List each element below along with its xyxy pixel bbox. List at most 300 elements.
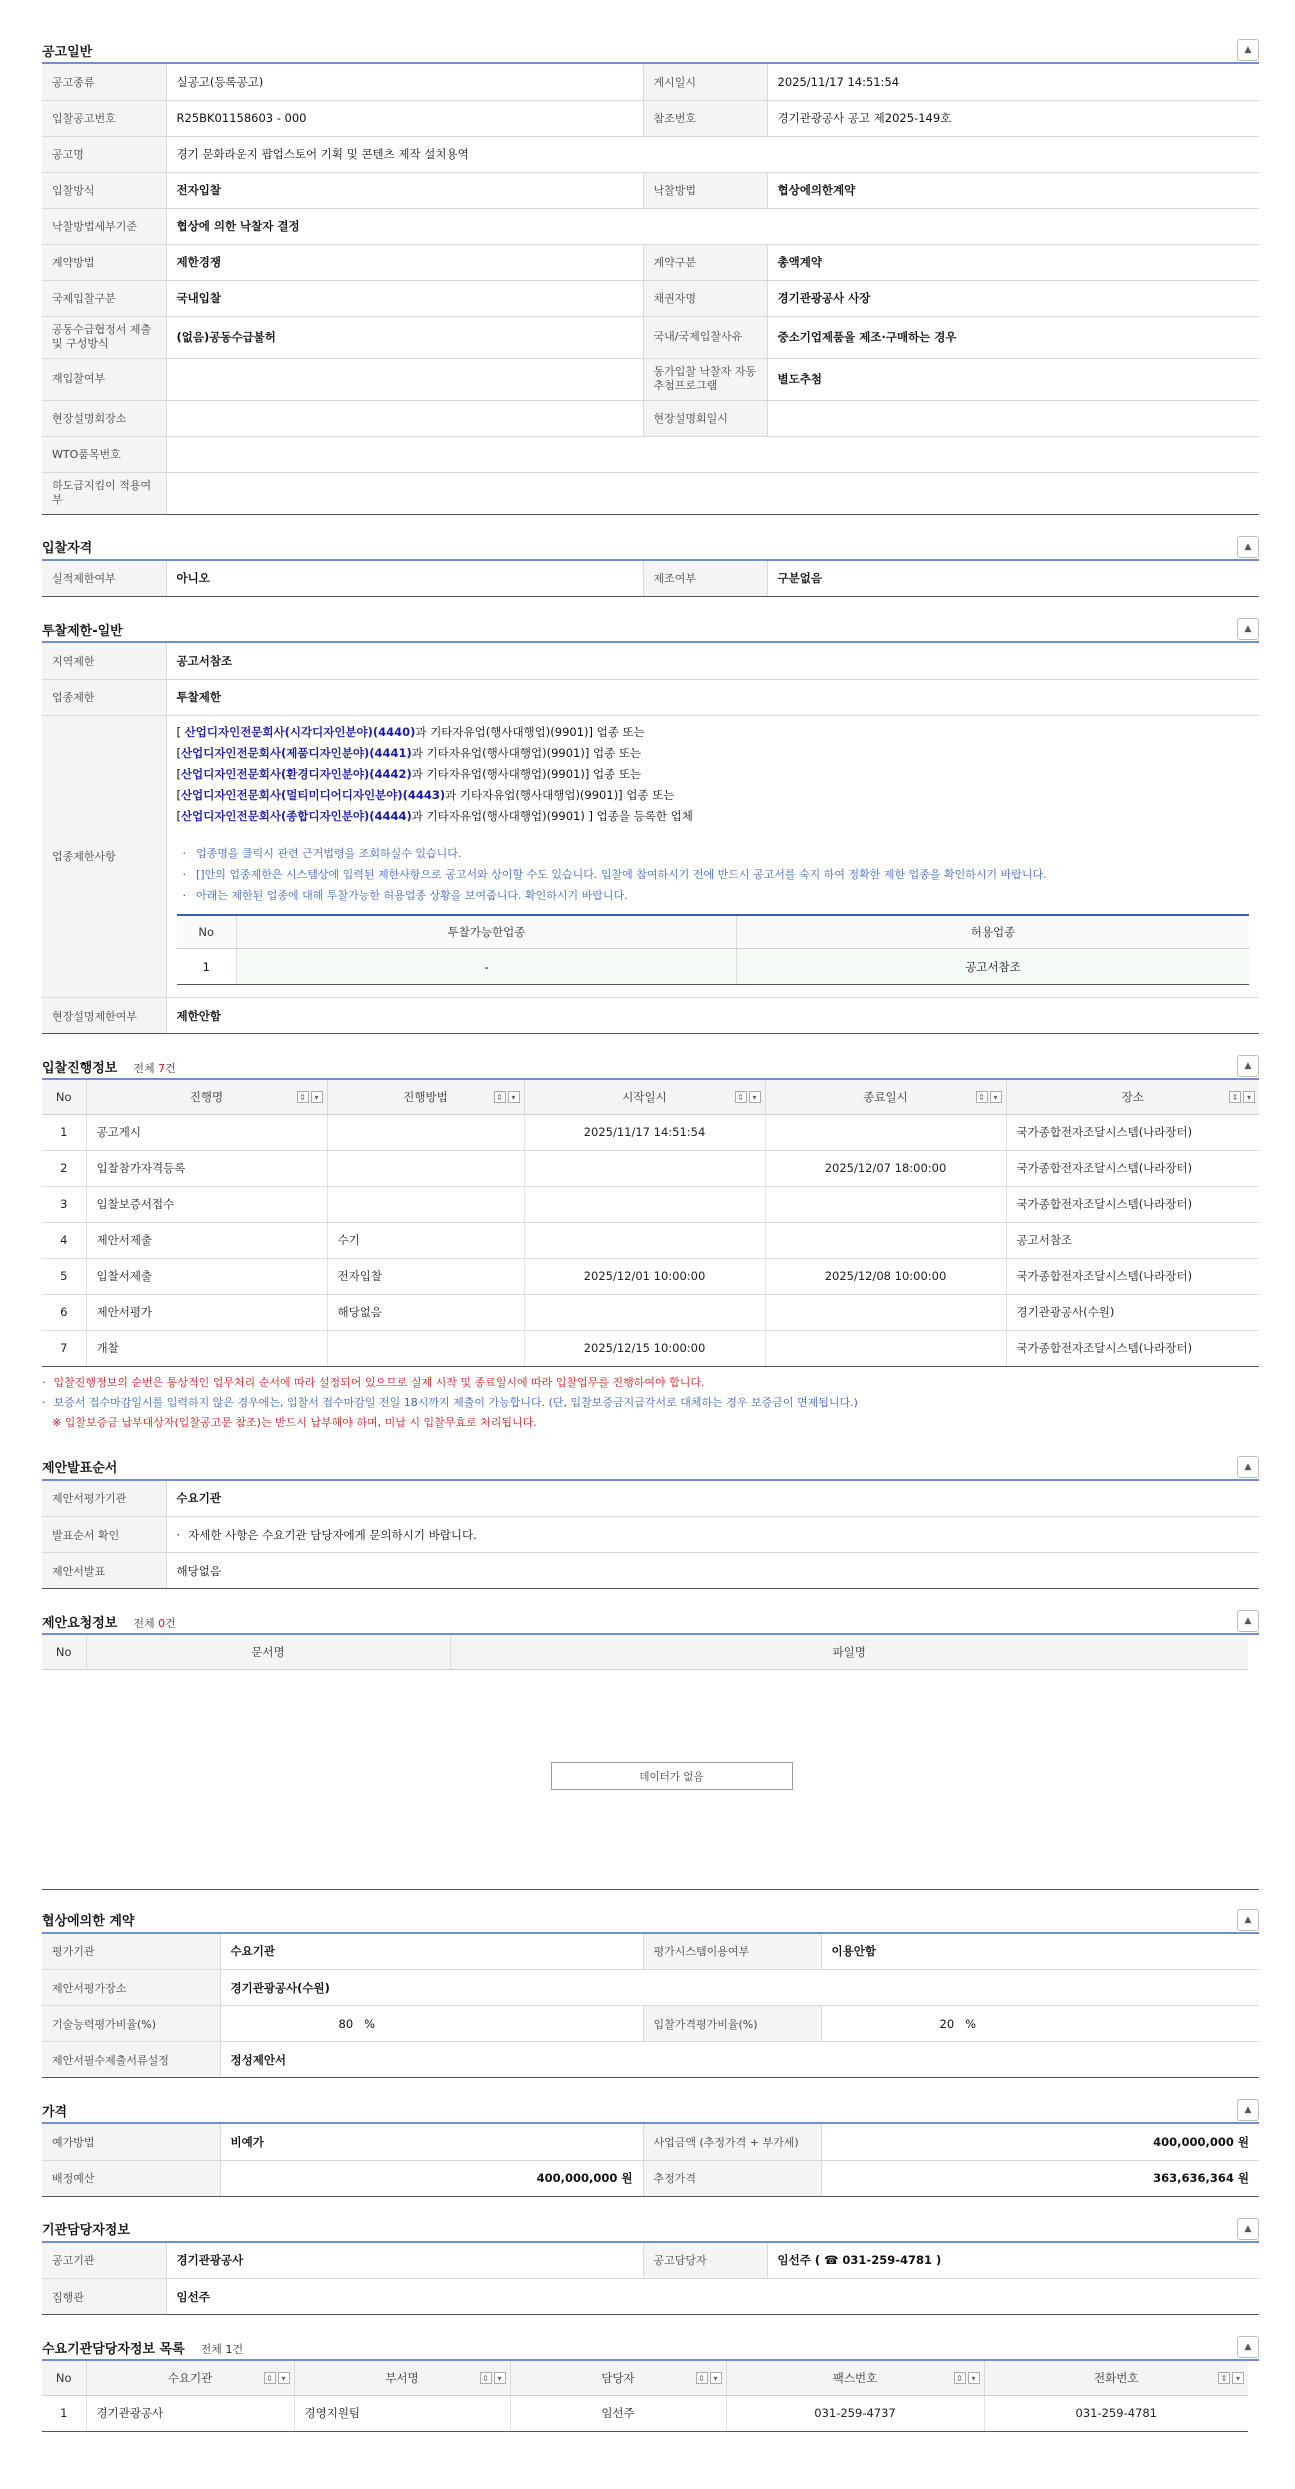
value-award-criteria: 협상에 의한 낙찰자 결정 [166,208,1259,244]
cell-step-method: 해당없음 [327,1294,524,1330]
table-header-row [177,915,1250,949]
table-row [42,1934,1259,1970]
value-price-ratio [821,2006,1259,2042]
value-notice-agency: 경기관광공사 [166,2243,643,2279]
table-row [42,561,1259,597]
count-number: 0 [158,1616,166,1630]
table-row [177,949,1250,985]
col-no: No [42,1080,86,1114]
label-region-limit: 지역제한 [42,643,166,679]
sort-icon[interactable]: ⇕ [480,2372,492,2384]
header-label: 수요기관 [167,2370,213,2385]
price-ratio-number: 20 [939,2016,955,2031]
col-manager[interactable] [510,2361,726,2395]
cell-no: 1 [177,949,237,985]
dropdown-icon[interactable]: ▾ [494,2372,506,2384]
label-domestic-reason: 국내/국제입찰사유 [643,316,767,358]
header-label: 장소 [1121,1089,1144,1104]
header-wrap [1007,1089,1260,1105]
value-joint-supply: (없음)공동수급불허 [166,316,643,358]
line-suffix: 과 기타자유업(행사대행업)(9901)] 업종 또는 [445,787,675,802]
col-no: No [42,1635,86,1669]
cell-no: 3 [42,1186,86,1222]
label-business-limit: 업종제한 [42,679,166,715]
progress-count [133,1062,175,1075]
table-row [42,100,1259,136]
label-evaluation-org: 제안서평가기관 [42,1481,166,1517]
request-section-title [42,1612,176,1631]
value-price-method: 비예가 [220,2124,643,2160]
business-line [177,806,1250,827]
table-row [42,1150,1259,1186]
chevron-up-icon: ▲ [1244,1461,1252,1472]
value-business-limit: 투찰제한 [166,679,1259,715]
sort-icon[interactable]: ⇕ [494,1091,506,1103]
label-notice-agency: 공고기관 [42,2243,166,2279]
sort-controls [480,2372,506,2384]
chevron-up-icon: ▲ [1244,541,1252,552]
count-suffix: 건 [232,2342,244,2356]
agency-collapse-button[interactable] [1237,2218,1259,2240]
line-prefix: [ [176,766,181,781]
value-notice-name: 경기 문화라운지 팝업스토어 기획 및 콘텐츠 제작 설치용역 [166,136,1259,172]
table-row [42,400,1259,436]
sort-controls [264,2372,290,2384]
dropdown-icon[interactable]: ▾ [749,1091,761,1103]
col-fax[interactable] [726,2361,984,2395]
chevron-up-icon: ▲ [1244,1061,1252,1071]
label-bid-number: 입찰공고번호 [42,100,166,136]
restriction-collapse-button[interactable] [1237,618,1259,640]
cell-no: 4 [42,1222,86,1258]
sort-icon[interactable]: ⇕ [954,2372,966,2384]
cell-end-date [765,1330,1006,1366]
label-creditor: 채권자명 [643,280,767,316]
restriction-table [42,643,1259,1034]
value-site-briefing-date [767,400,1259,436]
progress-section-title [42,1057,176,1076]
sort-icon[interactable]: ⇕ [1218,2372,1230,2384]
business-line [177,743,1250,764]
value-executive: 임선주 [166,2279,1259,2315]
value-required-docs: 정성제안서 [220,2042,1259,2078]
table-row [42,1258,1259,1294]
label-award-method: 낙찰방법 [643,172,767,208]
cell-step-method [327,1114,524,1150]
value-performance-limit: 아니오 [166,561,643,597]
header-label: 진행방법 [403,1089,448,1104]
col-place[interactable] [1006,1080,1259,1114]
table-header-row [42,1635,1248,1669]
col-no: No [177,915,237,949]
label-subcontract-guard: 하도급지킴이 적용여부 [42,472,166,514]
cell-start-date: 2025/12/15 10:00:00 [524,1330,765,1366]
table-header-row [42,1080,1259,1114]
col-file-name: 파일명 [450,1635,1248,1669]
value-wto-number [166,436,1259,472]
cell-step-method: 수기 [327,1222,524,1258]
cell-step-name: 공고게시 [86,1114,327,1150]
count-prefix: 전체 [200,2342,222,2356]
negotiation-section-title: 협상에의한 계약 [42,1914,135,1929]
presentation-table [42,1481,1259,1590]
label-allocated-budget: 배정예산 [42,2160,220,2196]
negotiation-collapse-button[interactable] [1237,1909,1259,1931]
demand-title-text: 수요기관담당자정보 목록 [42,2341,185,2357]
table-row [42,715,1259,998]
value-evaluation-place: 경기관광공사(수원) [220,1970,1259,2006]
label-rebid: 재입찰여부 [42,358,166,400]
chevron-up-icon: ▲ [1244,2223,1252,2234]
agency-section-header [42,2217,1259,2243]
col-allowed-business: 투찰가능한업종 [237,915,737,949]
label-evaluation-agency: 평가기관 [42,1934,220,1970]
progress-section-header [42,1054,1259,1080]
sort-controls [1229,1091,1255,1103]
table-row [42,2124,1259,2160]
demand-collapse-button[interactable] [1237,2336,1259,2358]
table-row [42,1481,1259,1517]
cell-start-date [524,1294,765,1330]
col-step-method[interactable] [327,1080,524,1114]
col-department[interactable] [294,2361,510,2395]
value-contract-type: 총액계약 [767,244,1259,280]
business-detail-cell [166,715,1259,998]
label-manufacture: 제조여부 [643,561,767,597]
empty-message: 데이터가 없음 [551,1762,793,1790]
col-start-date[interactable] [524,1080,765,1114]
count-suffix: 건 [165,1061,176,1075]
business-link-4442[interactable]: 산업디자인전문회사(환경디자인분야)(4442) [181,766,412,781]
general-section-title: 공고일반 [42,44,93,60]
price-section-header [42,2098,1259,2124]
cell-step-method [327,1330,524,1366]
col-step-name[interactable] [86,1080,327,1114]
value-subcontract-guard [166,472,1259,514]
table-row [42,998,1259,1034]
label-tie-draw: 동가입찰 낙찰자 자동추첨프로그램 [643,358,767,400]
cell-demand-agency: 경기관광공사 [86,2395,294,2431]
general-collapse-button[interactable] [1237,39,1259,61]
table-row [42,244,1259,280]
cell-no: 1 [42,2395,86,2431]
label-price-method: 예가방법 [42,2124,220,2160]
label-project-amount: 사업금액 (추정가격 + 부가세) [643,2124,821,2160]
col-no: No [42,2361,86,2395]
table-row [42,1553,1259,1589]
value-evaluation-org: 수요기관 [166,1481,1259,1517]
table-row [42,136,1259,172]
value-site-limit: 제한안함 [166,998,1259,1034]
general-section-header [42,38,1259,64]
price-table [42,2124,1259,2197]
label-notice-name: 공고명 [42,136,166,172]
note-item: · 업종명을 클릭시 관련 근거법령을 조회하실수 있습니다. [177,843,1250,864]
line-prefix: [ [176,745,181,760]
business-link-4440[interactable]: 산업디자인전문회사(시각디자인분야)(4440) [184,724,416,739]
count-prefix: 전체 [133,1616,155,1630]
chevron-up-icon: ▲ [1244,2342,1252,2352]
label-required-docs: 제안서필수제출서류설정 [42,2042,220,2078]
label-contract-method: 계약방법 [42,244,166,280]
label-business-detail: 업종제한사항 [42,715,166,998]
table-row [42,1517,1259,1553]
cell-place: 국가종합전자조달시스템(나라장터) [1006,1150,1259,1186]
chevron-up-icon: ▲ [1244,624,1252,634]
table-row [42,280,1259,316]
header-label: 종료일시 [863,1089,908,1104]
value-bid-number: R25BK01158603 - 000 [166,100,643,136]
value-allocated-budget: 400,000,000 원 [220,2160,643,2196]
dropdown-icon[interactable]: ▾ [968,2372,980,2384]
table-row [42,316,1259,358]
cell-place: 공고서참조 [1006,1222,1259,1258]
table-row [42,1294,1259,1330]
line-suffix: 과 기타자유업(행사대행업)(9901)] 업종 또는 [411,766,642,781]
table-row [42,2243,1259,2279]
count-number: 1 [225,2342,233,2356]
sort-controls [954,2372,980,2384]
chevron-up-icon: ▲ [1244,1914,1252,1925]
table-header-row [42,2361,1248,2395]
value-tie-draw: 별도추첨 [767,358,1259,400]
sort-icon[interactable]: ⇕ [696,2372,708,2384]
restriction-notes [177,843,1250,906]
cell-place: 국가종합전자조달시스템(나라장터) [1006,1186,1259,1222]
sort-controls [494,1091,520,1103]
value-intl-bid: 국내입찰 [166,280,643,316]
header-wrap [328,1089,524,1105]
table-row [42,1970,1259,2006]
line-suffix: 과 기타자유업(행사대행업)(9901) ] 업종을 등록한 업체 [411,808,693,823]
qualification-collapse-button[interactable] [1237,536,1259,558]
dropdown-icon[interactable]: ▾ [1232,2372,1244,2384]
cell-place: 경기관광공사(수원) [1006,1294,1259,1330]
cell-step-name: 개찰 [86,1330,327,1366]
cell-start-date: 2025/12/01 10:00:00 [524,1258,765,1294]
value-tech-ratio [220,2006,643,2042]
line-prefix: [ [176,808,181,823]
price-collapse-button[interactable] [1237,2099,1259,2121]
dropdown-icon[interactable]: ▾ [1243,1091,1255,1103]
table-row [42,472,1259,514]
cell-step-name: 입찰보증서접수 [86,1186,327,1222]
cell-permitted-business: 공고서참조 [737,949,1250,985]
sort-icon[interactable]: ⇕ [976,1091,988,1103]
chevron-up-icon: ▲ [1244,1616,1252,1626]
dropdown-icon[interactable]: ▾ [278,2372,290,2384]
value-estimated-price: 363,636,364 원 [821,2160,1259,2196]
value-site-briefing-place [166,400,643,436]
request-table [42,1635,1248,1670]
cell-no: 7 [42,1330,86,1366]
header-label: 진행명 [189,1089,224,1104]
label-reference-number: 참조번호 [643,100,767,136]
value-domestic-reason: 중소기업제품을 제조·구매하는 경우 [767,316,1259,358]
dropdown-icon[interactable]: ▾ [710,2372,722,2384]
progress-collapse-button[interactable] [1237,1055,1259,1077]
cell-step-method: 전자입찰 [327,1258,524,1294]
demand-section-title [42,2338,243,2357]
cell-no: 6 [42,1294,86,1330]
progress-title-text: 입찰진행정보 [42,1060,118,1076]
request-section-header [42,1609,1259,1635]
sort-icon[interactable]: ⇕ [297,1091,309,1103]
count-suffix: 건 [165,1616,176,1630]
presentation-section-header [42,1455,1259,1481]
line-suffix: 과 기타자유업(행사대행업)(9901)] 업종 또는 [411,745,642,760]
note-item: · 아래는 제한된 업종에 대해 투찰가능한 허용업종 상황을 보여줍니다. 확인하시기 바랍니다. [177,885,1250,906]
cell-department: 경영지원팀 [294,2395,510,2431]
header-wrap [525,1089,765,1105]
table-row [42,64,1259,100]
value-reference-number: 경기관광공사 공고 제2025-149호 [767,100,1259,136]
count-prefix: 전체 [133,1061,155,1075]
cell-place: 국가종합전자조달시스템(나라장터) [1006,1258,1259,1294]
cell-step-name: 제안서제출 [86,1222,327,1258]
cell-step-name: 제안서평가 [86,1294,327,1330]
cell-no: 2 [42,1150,86,1186]
table-row [42,643,1259,679]
cell-end-date: 2025/12/07 18:00:00 [765,1150,1006,1186]
business-line [177,722,1250,743]
cell-start-date [524,1186,765,1222]
cell-end-date [765,1294,1006,1330]
table-row [42,2042,1259,2078]
header-wrap [87,2370,294,2386]
business-link-4444[interactable]: 산업디자인전문회사(종합디자인분야)(4444) [181,808,412,823]
dropdown-icon[interactable]: ▾ [311,1091,323,1103]
col-demand-agency[interactable] [86,2361,294,2395]
label-notice-type: 공고종류 [42,64,166,100]
line-prefix: [ [176,787,181,802]
header-wrap [87,1089,327,1105]
cell-end-date: 2025/12/08 10:00:00 [765,1258,1006,1294]
cell-step-name: 입찰참가자격등록 [86,1150,327,1186]
restriction-section-header [42,617,1259,643]
cell-fax: 031-259-4737 [726,2395,984,2431]
label-contract-type: 계약구분 [643,244,767,280]
note-guarantee-deadline: · 보증서 접수마감일시를 입력하지 않은 경우에는, 입찰서 접수마감일 전일 18시까지 제출이 가능합니다. (단, 입찰보증금지급각서로 대체하는 경우 보증금이 면제됩니다.) [42,1393,1259,1413]
label-estimated-price: 추정가격 [643,2160,821,2196]
cell-end-date [765,1222,1006,1258]
cell-place: 국가종합전자조달시스템(나라장터) [1006,1330,1259,1366]
cell-end-date [765,1186,1006,1222]
cell-start-date [524,1150,765,1186]
label-intl-bid: 국제입찰구분 [42,280,166,316]
cell-manager: 임선주 [510,2395,726,2431]
progress-notes [42,1373,1259,1433]
qualification-table [42,561,1259,598]
cell-place: 국가종합전자조달시스템(나라장터) [1006,1114,1259,1150]
sort-controls [976,1091,1002,1103]
value-bid-method: 전자입찰 [166,172,643,208]
table-row [42,2279,1259,2315]
value-creditor: 경기관광공사 사장 [767,280,1259,316]
label-executive: 집행관 [42,2279,166,2315]
presentation-section-title: 제안발표순서 [42,1461,118,1476]
header-wrap [511,2370,726,2386]
label-site-briefing-place: 현장설명회장소 [42,400,166,436]
sort-controls [297,1091,323,1103]
header-wrap [295,2370,510,2386]
col-document-name: 문서명 [86,1635,450,1669]
value-rebid [166,358,643,400]
cell-end-date [765,1114,1006,1150]
table-row [42,1114,1259,1150]
table-row [42,2160,1259,2196]
chevron-up-icon: ▲ [1244,2105,1252,2115]
sort-icon[interactable]: ⇕ [264,2372,276,2384]
business-link-4443[interactable]: 산업디자인전문회사(멀티미디어디자인분야)(4443) [181,787,446,802]
note-guarantee-mandatory: ※ 입찰보증금 납부대상자(입찰공고문 참조)는 반드시 납부해야 하며, 미납 시 입찰무효로 처리됩니다. [52,1415,537,1429]
tech-ratio-unit: % [364,2016,376,2031]
value-award-method: 협상에의한계약 [767,172,1259,208]
cell-no: 1 [42,1114,86,1150]
value-project-amount: 400,000,000 원 [821,2124,1259,2160]
restriction-section-title: 투찰제한-일반 [42,623,123,639]
label-site-briefing-date: 현장설명회일시 [643,400,767,436]
agency-table [42,2243,1259,2316]
request-title-text: 제안요청정보 [42,1615,118,1631]
table-row [42,1222,1259,1258]
dropdown-icon[interactable]: ▾ [508,1091,520,1103]
presentation-collapse-button[interactable] [1237,1456,1259,1478]
label-order-check: 발표순서 확인 [42,1517,166,1553]
dropdown-icon[interactable]: ▾ [990,1091,1002,1103]
col-phone[interactable] [984,2361,1248,2395]
header-wrap [727,2370,984,2386]
business-line [177,764,1250,785]
cell-step-method [327,1150,524,1186]
negotiation-section-header [42,1908,1259,1934]
header-label: 시작일시 [622,1089,667,1104]
label-evaluation-place: 제안서평가장소 [42,1970,220,2006]
sort-controls [696,2372,722,2384]
sort-controls [735,1091,761,1103]
label-tech-ratio: 기술능력평가비율(%) [42,2006,220,2042]
table-row [42,2395,1248,2431]
cell-phone: 031-259-4781 [984,2395,1248,2431]
cell-allowed-business: - [237,949,737,985]
sort-icon[interactable]: ⇕ [735,1091,747,1103]
table-row [42,436,1259,472]
allowed-business-table [177,914,1250,986]
request-collapse-button[interactable] [1237,1610,1259,1632]
label-wto-number: WTO품목번호 [42,436,166,472]
table-row [42,679,1259,715]
col-end-date[interactable] [765,1080,1006,1114]
col-permitted-business: 허용업종 [737,915,1250,949]
request-empty-area [42,1670,1259,1890]
sort-controls [1218,2372,1244,2384]
business-link-4441[interactable]: 산업디자인전문회사(제품디자인분야)(4441) [181,745,412,760]
negotiation-table [42,1934,1259,2079]
header-label: 팩스번호 [832,2370,878,2385]
count-number: 7 [158,1061,166,1075]
label-presentation: 제안서발표 [42,1553,166,1589]
general-table [42,64,1259,515]
note-item: · []안의 업종제한은 시스템상에 입력된 제한사항으로 공고서와 상이할 수도 있습니다. 입찰에 참여하시기 전에 반드시 공고서를 숙지 하여 정확한 제한 업종을 확인하시기 바랍니다. [177,864,1250,885]
header-label: 전화번호 [1094,2370,1139,2385]
sort-icon[interactable]: ⇕ [1229,1091,1241,1103]
demand-count [201,2343,243,2356]
label-site-limit: 현장설명제한여부 [42,998,166,1034]
cell-start-date: 2025/11/17 14:51:54 [524,1114,765,1150]
value-notice-manager: 임선주 ( ☎ 031-259-4781 ) [767,2243,1259,2279]
note-sequence-warning: · 입찰진행정보의 순번은 통상적인 업무처리 순서에 따라 설정되어 있으므로 실제 시작 및 종료일시에 따라 입찰업무를 진행하여야 합니다. [42,1373,1259,1393]
line-suffix: 과 기타자유업(행사대행업)(9901)] 업종 또는 [415,724,645,739]
